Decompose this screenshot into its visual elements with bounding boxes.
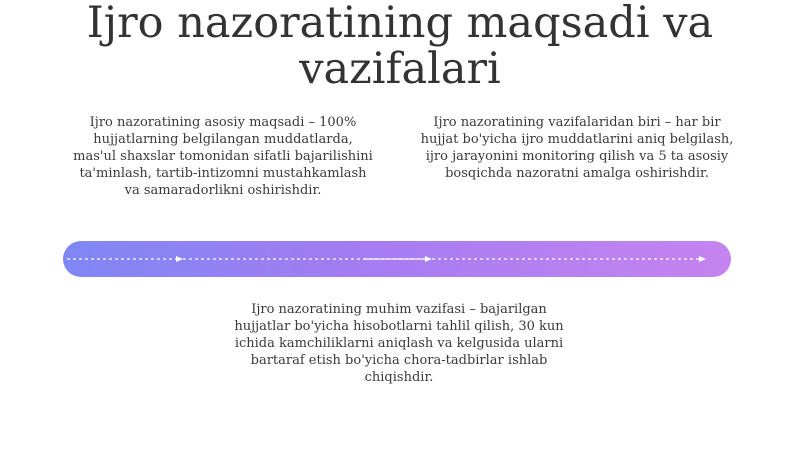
timeline-arrow-line [63, 241, 731, 277]
timeline-bar [63, 241, 731, 277]
text-block-task-deadlines: Ijro nazoratining vazifalaridan biri – har bir hujjat bo'yicha ijro muddatlarini aniq belgilash, ijro jarayonini monitoring qilish va 5 ta asosiy bosqichda nazoratni amalga oshirishdir. [420, 115, 734, 181]
text-block-goal: Ijro nazoratining asosiy maqsadi – 100% hujjatlarning belgilangan muddatlarda, mas'ul shaxslar tomonidan sifatli bajarilishini ta'minlash, tartib-intizomni mustahkamlash va samaradorlikni oshirishdir. [73, 115, 373, 198]
arrow-right-icon [425, 256, 432, 262]
arrow-right-icon [699, 256, 706, 262]
text-block-task-reports: Ijro nazoratining muhim vazifasi – bajarilgan hujjatlar bo'yicha hisobotlarni tahlil qilish, 30 kun ichida kamchiliklarni aniqlash va kelgusida ularni bartaraf etish bo'yicha chora-tadbirlar ishlab chiqishdir. [234, 302, 564, 385]
arrow-right-icon [176, 256, 183, 262]
slide-title: Ijro nazoratining maqsadi va vazifalari [86, 0, 714, 94]
